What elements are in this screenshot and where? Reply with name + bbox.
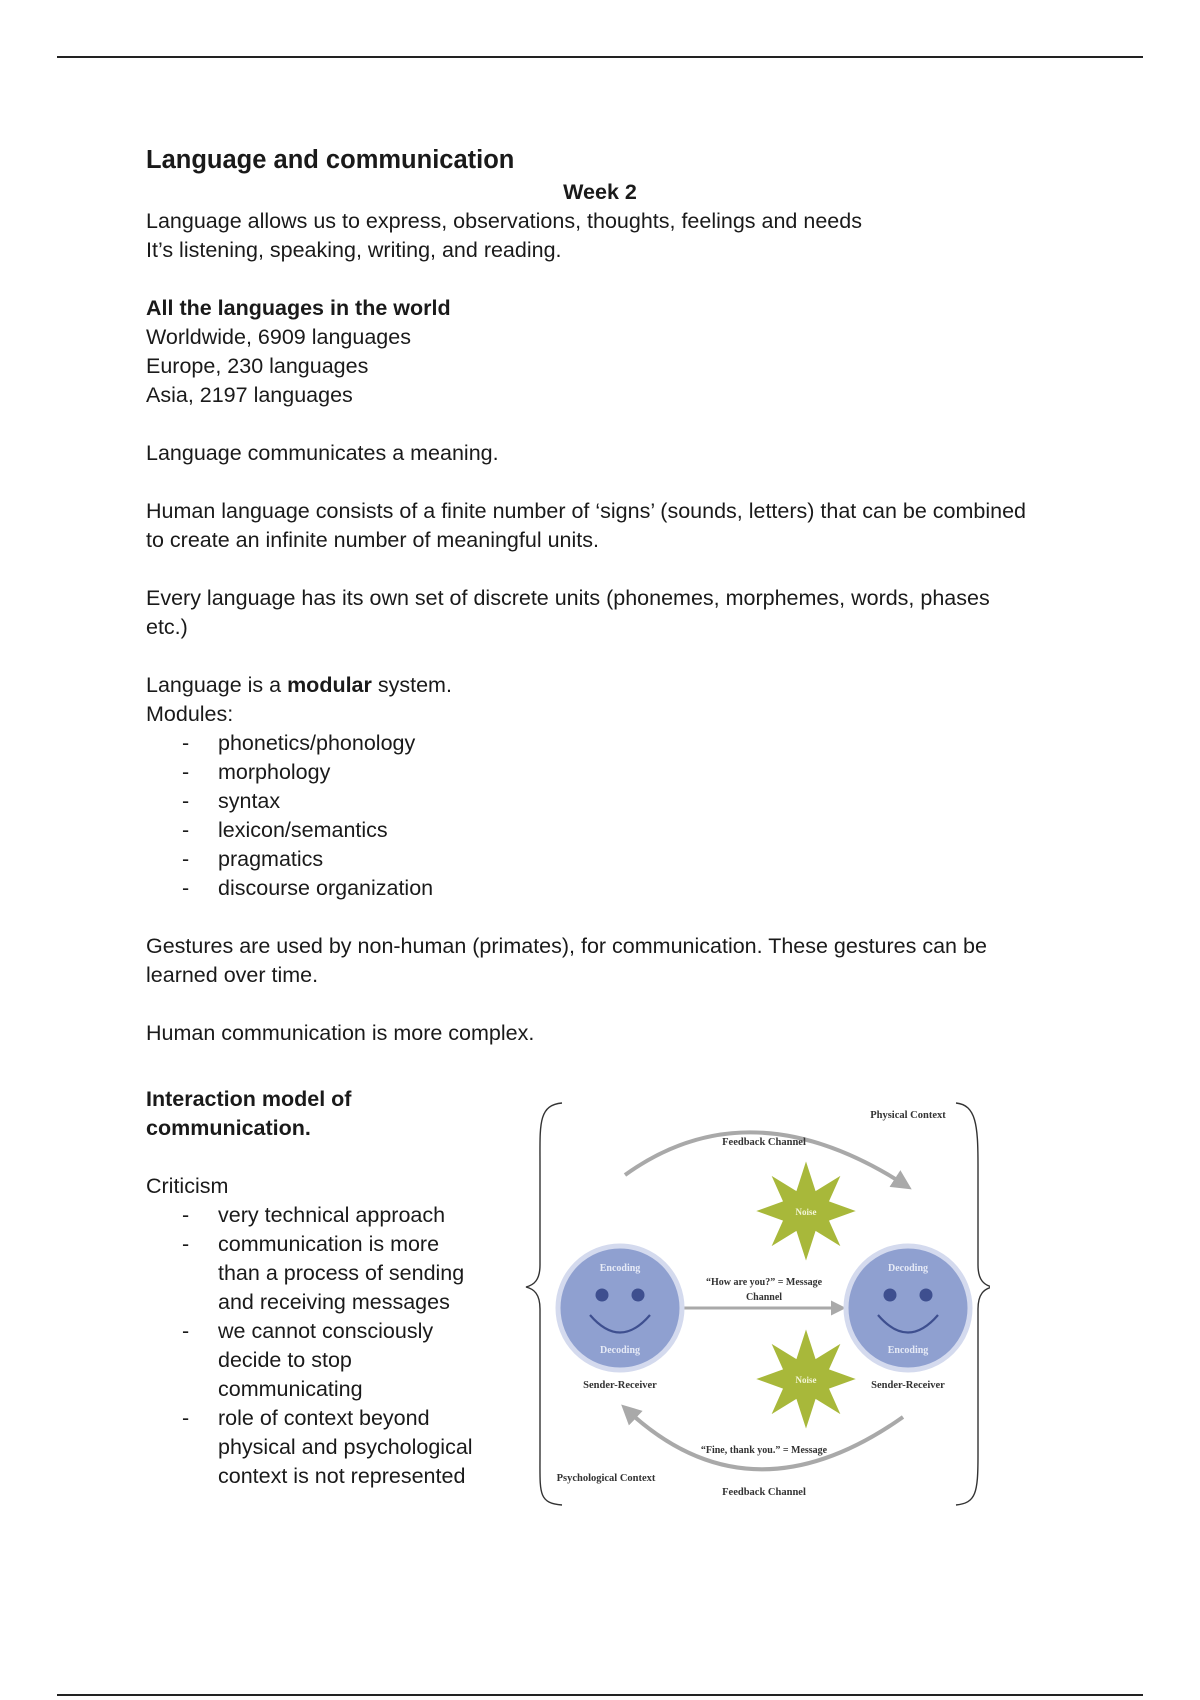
- list-item: - syntax: [146, 787, 1086, 816]
- list-item: - pragmatics: [146, 845, 1086, 874]
- feedback-channel-top-label: Feedback Channel: [722, 1137, 806, 1148]
- list-item: - lexicon/semantics: [146, 816, 1086, 845]
- week-label: Week 2: [563, 180, 637, 204]
- modules-label: Modules:: [146, 702, 234, 726]
- page-title: Language and communication: [146, 146, 515, 174]
- list-item: - morphology: [146, 758, 1086, 787]
- interaction-heading-1: Interaction model of: [146, 1087, 352, 1111]
- interaction-section: [146, 1085, 506, 1491]
- psychological-context-label: Psychological Context: [556, 1473, 656, 1484]
- languages-item: Europe, 230 languages: [146, 354, 369, 378]
- feedback-arrow-bottom: [627, 1410, 903, 1469]
- gestures-line-1: Gestures are used by non-human (primates), for communication. These gestures can be: [146, 934, 987, 958]
- intro-line-1: Language allows us to express, observations, thoughts, feelings and needs: [146, 209, 862, 233]
- noise-top-label: Noise: [795, 1207, 817, 1217]
- modules-list: [146, 729, 1086, 903]
- left-decoding-label: Decoding: [600, 1345, 640, 1356]
- bottom-rule: [57, 1694, 1143, 1696]
- human-language-line-2: to create an infinite number of meaningful units.: [146, 528, 599, 552]
- document-body: [146, 142, 1086, 1048]
- diagram-svg: [520, 1095, 990, 1515]
- noise-bottom-label: Noise: [795, 1375, 817, 1385]
- gestures-line-2: learned over time.: [146, 963, 319, 987]
- languages-item: Worldwide, 6909 languages: [146, 325, 411, 349]
- right-encoding-label: Encoding: [887, 1345, 929, 1356]
- modular-sentence: Language is a modular system.: [146, 673, 452, 697]
- channel-label: Channel: [745, 1292, 783, 1303]
- criticism-list: [146, 1201, 506, 1491]
- interaction-heading-2: communication.: [146, 1116, 311, 1140]
- languages-item: Asia, 2197 languages: [146, 383, 353, 407]
- left-role-label: Sender-Receiver: [583, 1380, 657, 1391]
- discrete-units-line-1: Every language has its own set of discrete units (phonemes, morphemes, words, phases: [146, 586, 990, 610]
- top-rule: [57, 56, 1143, 58]
- meaning-paragraph: Language communicates a meaning.: [146, 441, 499, 465]
- human-communication-paragraph: Human communication is more complex.: [146, 1021, 535, 1045]
- noise-star-top: [754, 1159, 858, 1263]
- list-item: - discourse organization: [146, 874, 1086, 903]
- left-sender-receiver-face: [558, 1246, 682, 1370]
- intro-line-2: It’s listening, speaking, writing, and reading.: [146, 238, 562, 262]
- list-item: - very technical approach: [146, 1201, 506, 1230]
- physical-context-label: Physical Context: [870, 1110, 946, 1121]
- right-role-label: Sender-Receiver: [871, 1380, 945, 1391]
- list-item: - we cannot consciously decide to stop communicating: [146, 1317, 506, 1404]
- interaction-model-diagram: [520, 1095, 990, 1515]
- message-bottom-label: “Fine, thank you.” = Message: [700, 1445, 828, 1456]
- noise-star-bottom: [754, 1327, 858, 1431]
- left-encoding-label: Encoding: [599, 1263, 641, 1274]
- list-item: - communication is more than a process of sending and receiving messages: [146, 1230, 506, 1317]
- criticism-label: Criticism: [146, 1174, 229, 1198]
- feedback-channel-bottom-label: Feedback Channel: [722, 1487, 806, 1498]
- discrete-units-line-2: etc.): [146, 615, 188, 639]
- modular-bold-word: modular: [287, 673, 372, 697]
- right-sender-receiver-face: [846, 1246, 970, 1370]
- right-decoding-label: Decoding: [888, 1263, 928, 1274]
- languages-heading: All the languages in the world: [146, 296, 451, 320]
- message-top-label: “How are you?” = Message: [705, 1277, 823, 1288]
- list-item: - phonetics/phonology: [146, 729, 1086, 758]
- list-item: - role of context beyond physical and psychological context is not represented: [146, 1404, 506, 1491]
- human-language-line-1: Human language consists of a finite number of ‘signs’ (sounds, letters) that can be combined: [146, 499, 1026, 523]
